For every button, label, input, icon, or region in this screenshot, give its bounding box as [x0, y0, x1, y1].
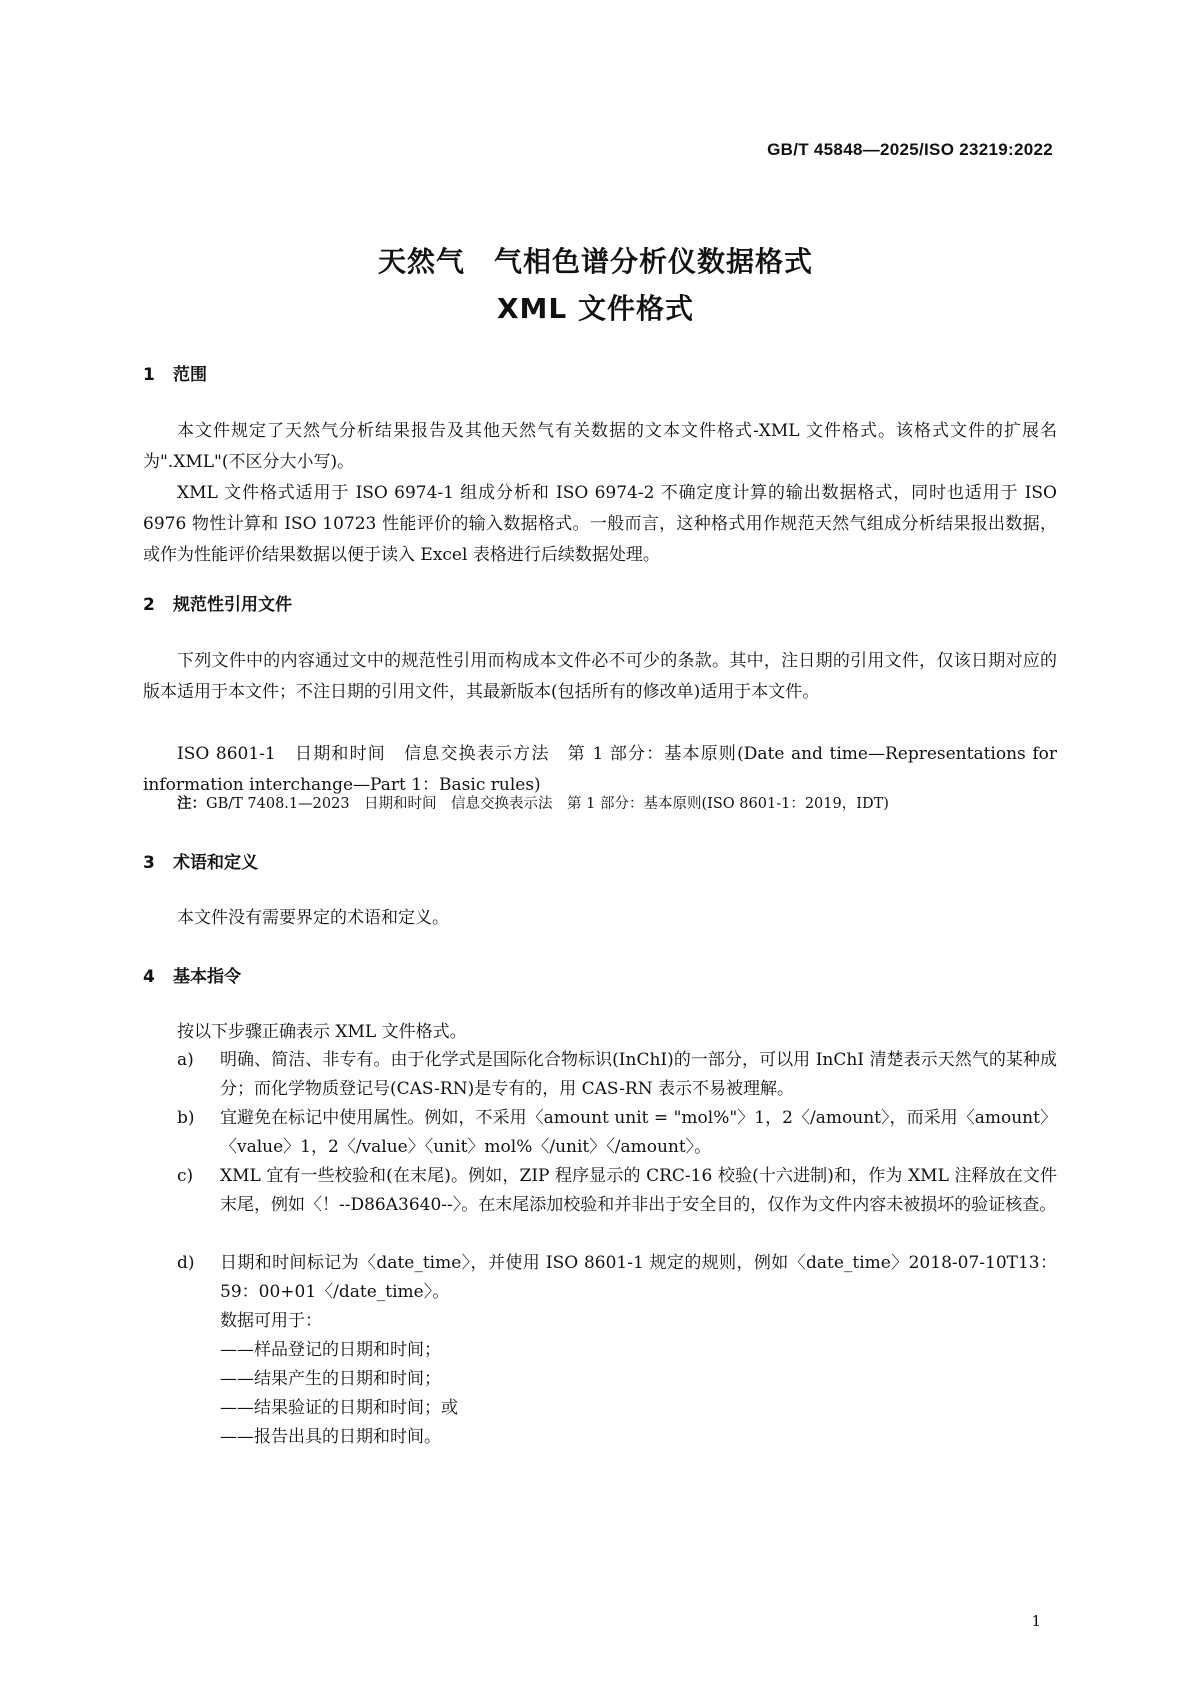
section-number: 2	[143, 595, 155, 615]
list-item-a	[143, 1046, 1057, 1104]
note-text: GB/T 7408.1—2023 日期和时间 信息交换表示法 第 1 部分：基本原则(ISO 8601-1：2019，IDT)	[206, 796, 889, 812]
dash-item: ——样品登记的日期和时间；	[220, 1340, 441, 1360]
terms-paragraph: 本文件没有需要界定的术语和定义。	[177, 908, 449, 928]
list-item-label: b)	[177, 1108, 195, 1128]
section-title: 基本指令	[173, 967, 241, 987]
section-4-heading	[143, 962, 241, 987]
note-label: 注：	[177, 796, 206, 812]
list-item-b	[143, 1104, 1057, 1162]
list-item-c	[143, 1162, 1057, 1220]
dash-item: ——报告出具的日期和时间。	[220, 1427, 441, 1447]
section-1-heading	[143, 360, 207, 385]
reference-note	[177, 793, 1057, 815]
list-item-label: d)	[177, 1253, 195, 1273]
instructions-intro: 按以下步骤正确表示 XML 文件格式。	[177, 1022, 467, 1042]
list-item-text: XML 宜有一些校验和(在末尾)。例如，ZIP 程序显示的 CRC-16 校验(十六进制)和，作为 XML 注释放在文件末尾，例如〈！--D86A3640--〉。在末尾添加校验和并非出于安全目的，仅作为文件内容未被损坏的验证核查。	[220, 1166, 1057, 1215]
list-item-label: c)	[177, 1166, 194, 1186]
dash-item: ——结果产生的日期和时间；	[220, 1369, 441, 1389]
normative-references-paragraph: 下列文件中的内容通过文中的规范性引用而构成本文件必不可少的条款。其中，注日期的引用文件，仅该日期对应的版本适用于本文件；不注日期的引用文件，其最新版本(包括所有的修改单)适用于本文件。	[143, 651, 1057, 702]
data-usage-intro: 数据可用于：	[220, 1311, 322, 1331]
section-3-heading	[143, 848, 258, 873]
list-item-text: 日期和时间标记为〈date_time〉，并使用 ISO 8601-1 规定的规则，例如〈date_time〉2018-07-10T13：59：00+01〈/date_time〉。	[220, 1253, 1057, 1302]
section-title: 规范性引用文件	[173, 595, 292, 615]
scope-paragraph-2: XML 文件格式适用于 ISO 6974-1 组成分析和 ISO 6974-2 不确定度计算的输出数据格式，同时也适用于 ISO 6976 物性计算和 ISO 10723 性能评价的输入数据格式。一般而言，这种格式用作规范天然气组成分析结果报出数据，或作为性能评价结果数据以便于读入 Excel 表格进行后续数据处理。	[143, 483, 1057, 565]
section-number: 3	[143, 853, 155, 873]
section-number: 4	[143, 967, 155, 987]
section-2-heading	[143, 590, 292, 615]
section-number: 1	[143, 365, 155, 385]
list-item-d	[143, 1249, 1057, 1307]
reference-iso-8601-1: ISO 8601-1 日期和时间 信息交换表示方法 第 1 部分：基本原则(Date and time—Representations for information interchange—Part 1：Basic rules)	[143, 744, 1057, 795]
standard-code: GB/T 45848—2025/ISO 23219:2022	[767, 140, 1053, 159]
scope-paragraph-1: 本文件规定了天然气分析结果报告及其他天然气有关数据的文本文件格式-XML 文件格式。该格式文件的扩展名为".XML"(不区分大小写)。	[143, 421, 1057, 472]
dash-item: ——结果验证的日期和时间；或	[220, 1398, 458, 1418]
list-item-label: a)	[177, 1050, 194, 1070]
page-number: 1	[1031, 1612, 1041, 1630]
list-item-text: 明确、简洁、非专有。由于化学式是国际化合物标识(InChI)的一部分，可以用 InChI 清楚表示天然气的某种成分；而化学物质登记号(CAS-RN)是专有的，用 CAS-RN 表示不易被理解。	[220, 1050, 1057, 1099]
section-title: 范围	[173, 365, 207, 385]
document-title: 天然气 气相色谱分析仪数据格式	[377, 245, 813, 278]
section-title: 术语和定义	[173, 853, 258, 873]
list-item-text: 宜避免在标记中使用属性。例如，不采用〈amount unit = "mol%"〉1，2〈/amount〉，而采用〈amount〉〈value〉1，2〈/value〉〈unit〉mol%〈/unit〉〈/amount〉。	[220, 1108, 1057, 1157]
document-subtitle: XML 文件格式	[496, 292, 695, 325]
